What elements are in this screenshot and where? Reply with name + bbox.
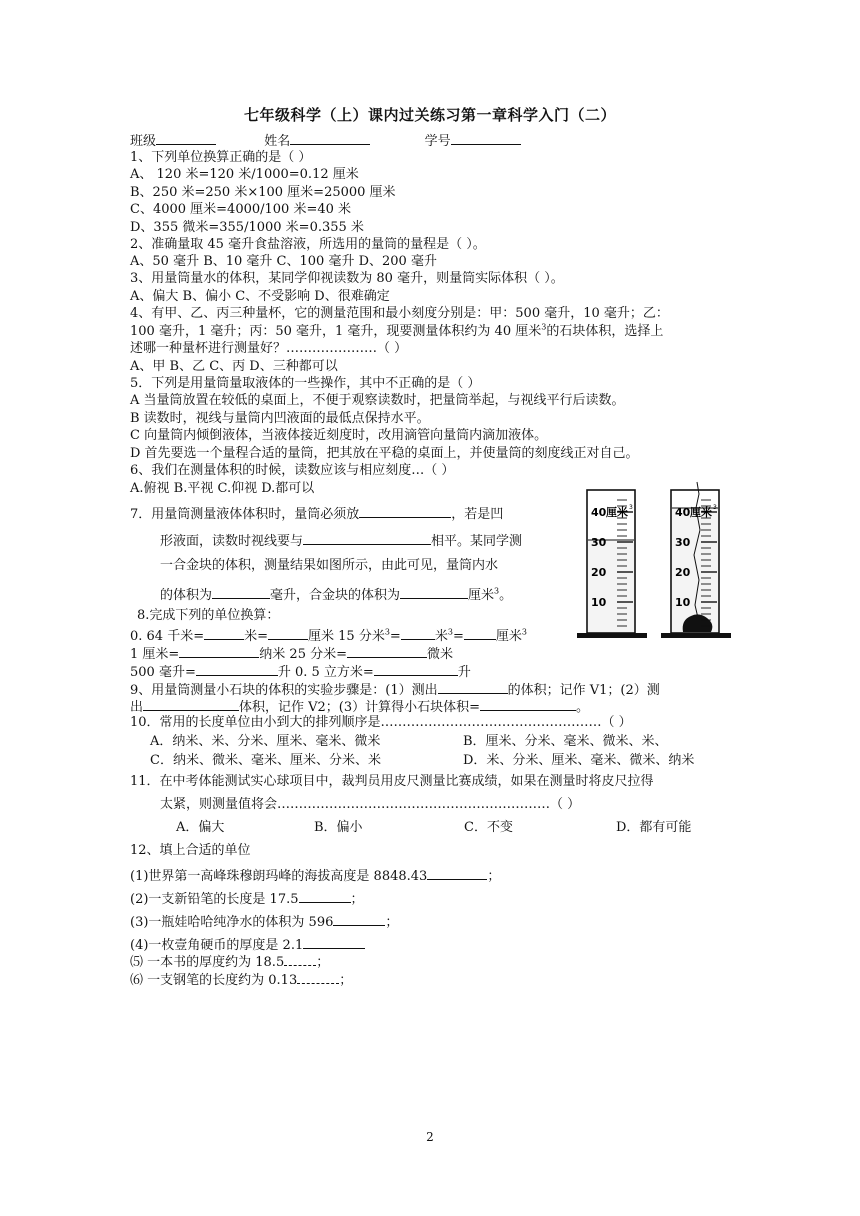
q2-stem: 2、准确量取 45 毫升食盐溶液，所选用的量筒的量程是（ ）。: [130, 237, 486, 252]
q7-blank-1[interactable]: [359, 503, 451, 518]
q12-blank[interactable]: [297, 971, 339, 984]
q9-blank[interactable]: [143, 696, 239, 711]
class-label: 班级: [130, 134, 157, 149]
q7-line-1: [130, 503, 503, 524]
q8-text: 500 毫升=: [130, 665, 196, 680]
left-cylinder: [577, 490, 647, 638]
cube-superscript: 3: [384, 627, 390, 637]
q12-blank[interactable]: [284, 953, 316, 966]
q11-option-a: A．偏大: [176, 820, 225, 835]
q12-item-4: [130, 934, 365, 955]
q12-blank[interactable]: [299, 888, 351, 903]
q7-line-4a: 的体积为: [160, 588, 213, 603]
q8-blank[interactable]: [179, 643, 259, 658]
q12-item-6: [130, 971, 352, 990]
q7-blank-3[interactable]: [212, 584, 270, 599]
q12-text: ⑹ 一支钢笔的长度约为 0.13: [130, 973, 298, 988]
q10-option-b: B．厘米、分米、毫米、微米、米、: [463, 734, 668, 749]
q9-blank[interactable]: [438, 679, 508, 694]
tick-label-10: 10: [591, 596, 607, 609]
cube-superscript: 3: [713, 504, 717, 511]
q8-blank[interactable]: [347, 643, 427, 658]
number-label: 学号: [424, 134, 451, 149]
unit-label: 厘米: [690, 506, 712, 519]
q11-option-c: C．不变: [464, 820, 513, 835]
q1-stem: 1、下列单位换算正确的是（ ）: [130, 150, 312, 165]
q2-options: A、50 毫升 B、10 毫升 C、100 毫升 D、200 毫升: [130, 254, 437, 269]
q6-options: A.俯视 B.平视 C.仰视 D.都可以: [130, 481, 315, 496]
q1-option-b: B、250 米=250 米×100 厘米=25000 厘米: [130, 185, 396, 200]
q4-line-2a: 100 毫升，1 毫升；丙：50 毫升，1 毫升，现要测量体积约为 40 厘米: [130, 324, 542, 339]
q10-option-c: C．纳米、微米、毫米、厘米、分米、米: [150, 753, 381, 768]
q12-text: (3)一瓶娃哈哈纯净水的体积为 596: [130, 915, 334, 930]
right-cylinder: [661, 482, 731, 638]
q12-item-5: [130, 953, 329, 972]
q12-item-1: [130, 865, 500, 886]
q4-line-2b: 的石块体积，选择上: [546, 324, 664, 339]
left-water: [588, 540, 634, 632]
q10-option-a: A．纳米、米、分米、厘米、毫米、微米: [150, 734, 381, 749]
number-field[interactable]: [451, 130, 521, 145]
q7-line-4b: 毫升，合金块的体积为: [270, 588, 401, 603]
q8-text: 纳米 25 分米=: [259, 647, 347, 662]
tick-label-20: 20: [675, 566, 691, 579]
cube-superscript: 3: [494, 586, 500, 596]
q8-text: 微米: [427, 647, 454, 662]
q9-text: 出: [130, 700, 144, 715]
q8-text: 米: [434, 629, 448, 644]
q7-line-3: 一合金块的体积，测量结果如图所示，由此可见，量筒内水: [160, 558, 499, 573]
q8-text: 厘米: [495, 629, 522, 644]
q12-item-3: [130, 911, 398, 932]
q7-line-4: 的体积为 毫升，合金块的体积为 厘米$^3$。: [160, 584, 512, 605]
q12-text: (2)一支新铅笔的长度是 17.5: [130, 892, 299, 907]
q11-line-1: 11．在中考体能测试实心球项目中，裁判员用皮尺测量比赛成绩，如果在测量时将皮尺拉得: [130, 774, 654, 789]
tick-label-20: 20: [591, 566, 607, 579]
q7-line-1a: 7．用量筒测量液体体积时，量筒必须放: [130, 507, 360, 522]
q9-text: 体积，记作 V2；(3）计算得小石块体积=: [239, 700, 481, 715]
q1-option-a: A、 120 米=120 米/1000=0.12 厘米: [130, 167, 359, 182]
q6-stem: 6、我们在测量体积的时候，读数应该与相应刻度…（ ）: [130, 463, 455, 478]
cube-superscript: 3: [447, 627, 453, 637]
right-cylinder-base: [661, 633, 731, 638]
q12-semicolon: ；: [487, 869, 501, 884]
q3-options: A、偏大 B、偏小 C、不受影响 D、很难确定: [130, 289, 390, 304]
q8-text: =: [452, 629, 464, 644]
q8-text: 升 0. 5 立方米=: [277, 665, 374, 680]
tick-label-30: 30: [591, 536, 607, 549]
q9-blank[interactable]: [480, 696, 576, 711]
q1-option-d: D、355 微米=355/1000 米=0.355 米: [130, 220, 364, 235]
q11-option-b: B．偏小: [314, 820, 363, 835]
cube-superscript: 3: [541, 322, 547, 332]
q12-semicolon: ；: [350, 892, 364, 907]
q12-blank[interactable]: [303, 934, 365, 949]
student-info-row: [130, 130, 521, 151]
q4-line-1: 4、有甲、乙、丙三种量杯，它的测量范围和最小刻度分别是：甲：500 毫升，10 毫升；乙：: [130, 306, 669, 321]
name-label: 姓名: [264, 134, 291, 149]
q11-line-2: 太紧，则测量值将会………………………………………………………（ ）: [160, 797, 581, 812]
q11-option-d: D．都有可能: [616, 820, 692, 835]
q7-line-4c: 厘米: [468, 588, 495, 603]
q8-blank[interactable]: [268, 625, 308, 640]
q4-line-2: [130, 323, 663, 341]
q8-stem: 8.完成下列的单位换算：: [137, 608, 280, 623]
q7-line-1b: ，若是凹: [451, 507, 504, 522]
cube-superscript: 3: [521, 627, 527, 637]
q9-text: 。: [576, 700, 590, 715]
unit-label: 厘米: [606, 506, 628, 519]
q8-text: 厘米 15 分米: [308, 629, 385, 644]
q5-option-b: B 读数时，视线与量筒内凹液面的最低点保持水平。: [130, 411, 430, 426]
q12-text: ⑸ 一本书的厚度约为 18.5: [130, 955, 285, 970]
q8-blank[interactable]: [196, 661, 278, 676]
class-field[interactable]: [156, 130, 216, 145]
q12-item-2: [130, 888, 364, 909]
q8-blank[interactable]: [401, 625, 435, 640]
q8-blank[interactable]: [464, 625, 496, 640]
q8-text: 升: [457, 665, 471, 680]
left-cylinder-base: [577, 633, 647, 638]
q12-semicolon: ；: [316, 955, 330, 970]
q12-text: (1)世界第一高峰珠穆朗玛峰的海拔高度是 8848.43: [130, 869, 428, 884]
q12-blank[interactable]: [333, 911, 385, 926]
tick-label-40: 40: [591, 506, 607, 519]
q4-line-3: 述哪一种量杯进行测量好？…………………（ ）: [130, 341, 408, 356]
q7-line-2b: 相平。某同学测: [431, 534, 523, 549]
tick-label-40: 40: [675, 506, 691, 519]
q7-line-2a: 形液面，读数时视线要与: [160, 534, 304, 549]
q5-option-a: A 当量筒放置在较低的桌面上，不便于观察读数时，把量筒举起，与视线平行后读数。: [130, 393, 625, 408]
q9-text: 的体积；记作 V1；(2）测: [507, 683, 660, 698]
q3-stem: 3、用量筒量水的体积，某同学仰视读数为 80 毫升，则量筒实际体积（ ）。: [130, 271, 564, 286]
graduated-cylinders-figure: [575, 480, 735, 645]
q8-blank[interactable]: [374, 661, 458, 676]
q7-blank-4[interactable]: [400, 584, 468, 599]
q12-semicolon: ；: [385, 915, 399, 930]
q10-stem: 10．常用的长度单位由小到大的排列顺序是……………………………………………（ ）: [130, 715, 632, 730]
q7-line-2: [160, 530, 522, 551]
q10-option-d: D．米、分米、厘米、毫米、微米、纳米: [463, 753, 695, 768]
q8-text: =: [389, 629, 401, 644]
page-number: 2: [426, 1130, 434, 1144]
q9-text: 9、用量筒测量小石块的体积的实验步骤是：(1）测出: [130, 683, 438, 698]
cube-superscript: 3: [629, 504, 633, 511]
q12-text: (4)一枚壹角硬币的厚度是 2.1: [130, 938, 304, 953]
q7-blank-2[interactable]: [303, 530, 431, 545]
q4-options: A、甲 B、乙 C、丙 D、三种都可以: [130, 359, 338, 374]
q5-option-c: C 向量筒内倾倒液体，当液体接近刻度时，改用滴管向量筒内滴加液体。: [130, 428, 548, 443]
q12-stem: 12、填上合适的单位: [130, 843, 251, 858]
q8-text: 1 厘米=: [130, 647, 180, 662]
q8-text: 0. 64 千米=: [130, 629, 205, 644]
q1-option-c: C、4000 厘米=4000/100 米=40 米: [130, 202, 352, 217]
q8-text: 米=: [244, 629, 269, 644]
page-title: 七年级科学（上）课内过关练习第一章科学入门（二）: [243, 106, 616, 124]
name-field[interactable]: [290, 130, 370, 145]
q5-option-d: D 首先要选一个量程合适的量筒，把其放在平稳的桌面上，并使量筒的刻度线正对自己。: [130, 446, 639, 461]
q12-blank[interactable]: [427, 865, 487, 880]
q12-semicolon: ；: [339, 973, 353, 988]
q8-blank[interactable]: [204, 625, 244, 640]
tick-label-10: 10: [675, 596, 691, 609]
q5-stem: 5．下列是用量筒量取液体的一些操作，其中不正确的是（ ）: [130, 376, 481, 391]
tick-label-30: 30: [675, 536, 691, 549]
